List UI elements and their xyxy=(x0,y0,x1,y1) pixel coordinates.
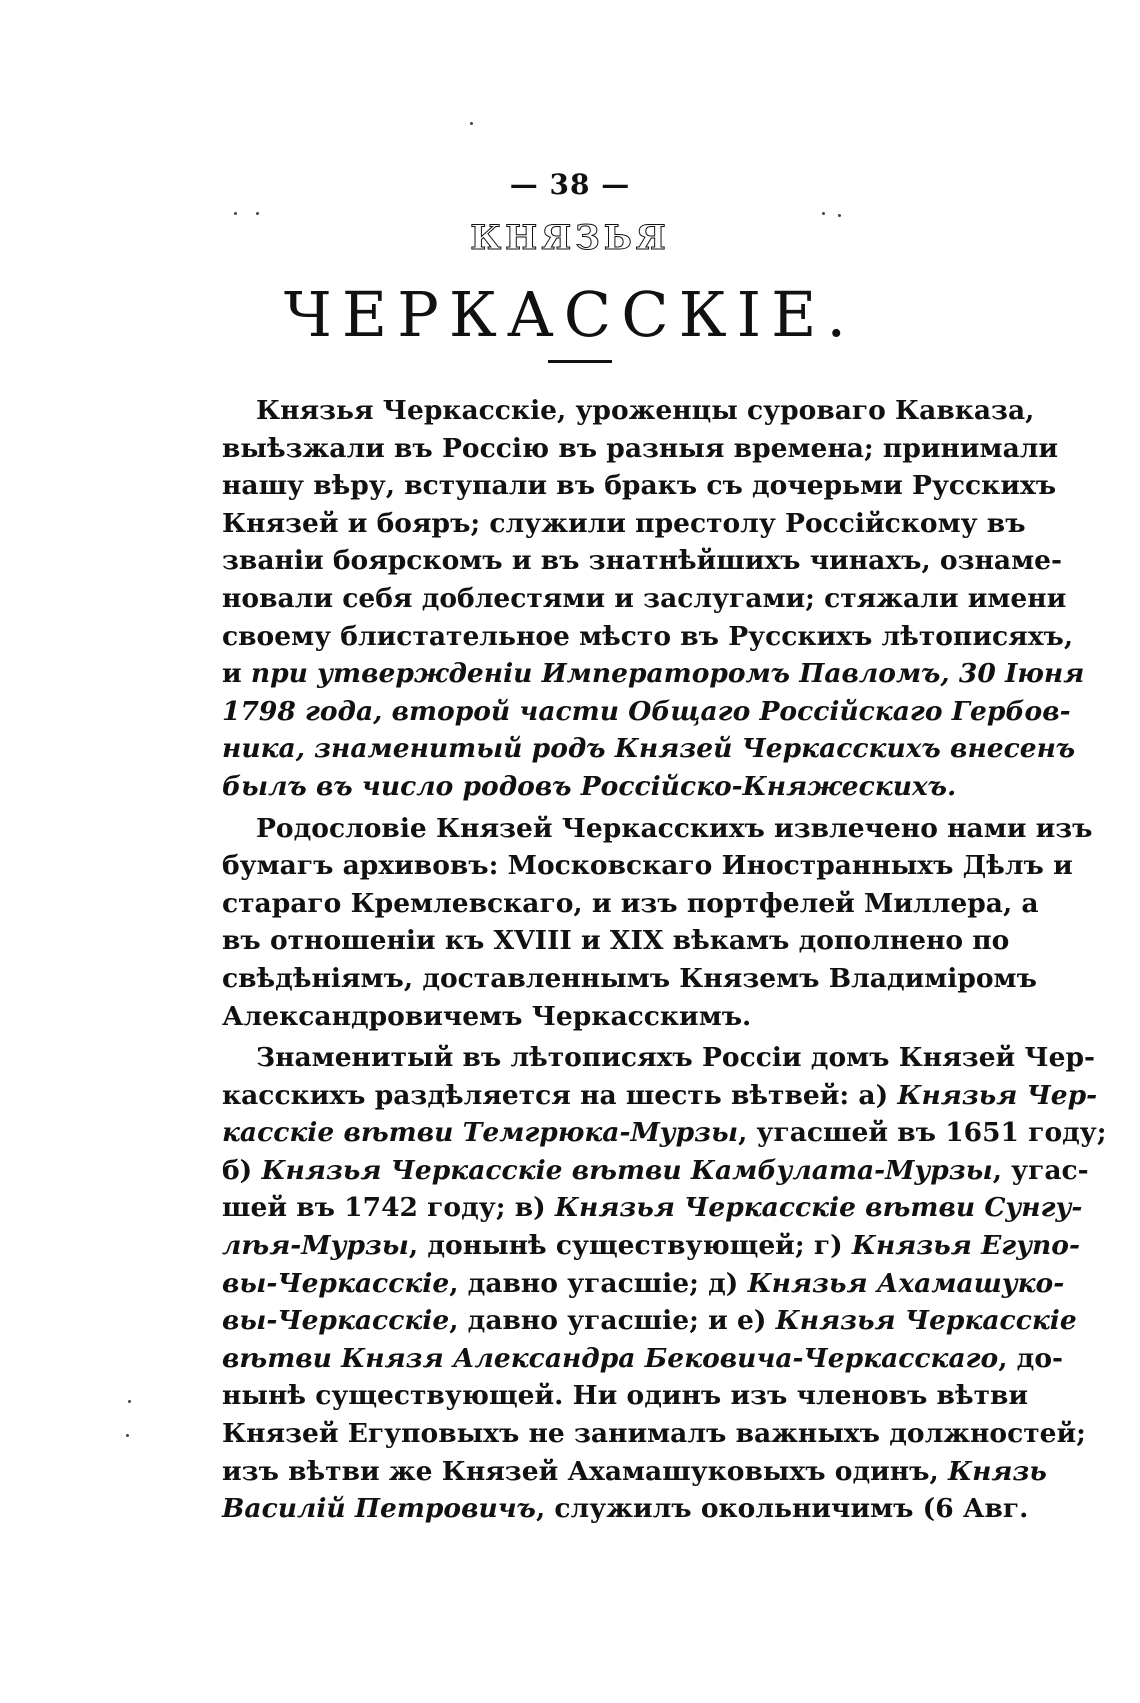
text-line xyxy=(222,580,1067,618)
text-run: выѣзжали въ Россію въ разныя времена; принимали xyxy=(222,432,1059,464)
text-line xyxy=(222,467,1057,505)
page-number: — 38 — xyxy=(509,168,631,201)
text-run: въ отношеніи къ XVIII и XIX вѣкамъ дополнено по xyxy=(222,925,1010,957)
text-run: , до- xyxy=(998,1342,1063,1374)
text-line xyxy=(222,1039,1096,1077)
text-line xyxy=(222,1152,1089,1190)
text-run: новали себя доблестями и заслугами; стяжали имени xyxy=(222,582,1067,614)
scan-speck xyxy=(470,122,473,125)
text-line xyxy=(222,1114,1107,1152)
text-run: , служилъ окольничимъ (6 Авг. xyxy=(535,1493,1029,1525)
paragraph xyxy=(222,392,1085,806)
italic-run: вѣтви Князя Александра Бековича-Черкасскаго xyxy=(222,1342,999,1374)
text-line xyxy=(222,1415,1086,1453)
text-line xyxy=(222,998,922,1036)
text-run: б) xyxy=(222,1154,262,1186)
text-run: званіи боярскомъ и въ знатнѣйшихъ чинахъ, ознаме- xyxy=(222,545,1062,577)
text-line xyxy=(222,505,1026,543)
scan-speck xyxy=(256,212,259,215)
text-run: шей въ 1742 году; в) xyxy=(222,1192,555,1224)
text-line xyxy=(222,885,1039,923)
italic-run: Князья Черкасскіе вѣтви Сунгу- xyxy=(554,1192,1083,1224)
text-run: , угас- xyxy=(992,1154,1089,1186)
text-line xyxy=(222,1189,1083,1227)
page-title: ЧЕРКАССКІЕ. xyxy=(283,278,857,351)
text-line xyxy=(222,810,1093,848)
italic-run: ника, знаменитый родъ Князей Черкасскихъ внесенъ xyxy=(222,733,1076,765)
italic-run: при утвержденіи Императоромъ Павломъ, 30 Іюня xyxy=(250,658,1085,690)
text-run: бумагъ архивовъ: Московскаго Иностранныхъ Дѣлъ и xyxy=(222,850,1073,882)
text-line xyxy=(222,618,1074,656)
text-run: касскихъ раздѣляется на шесть вѣтвей: а) xyxy=(222,1079,898,1111)
heading-small: КНЯЗЬЯ xyxy=(470,218,670,258)
text-line xyxy=(222,847,1073,885)
text-run: , донынѣ существующей; г) xyxy=(408,1230,852,1262)
body-text xyxy=(222,392,1107,1532)
italic-run: Князь xyxy=(947,1455,1047,1487)
italic-run: Василій Петровичъ xyxy=(222,1493,536,1525)
text-line xyxy=(222,1227,1080,1265)
text-line xyxy=(222,730,1076,768)
text-line xyxy=(222,655,1085,693)
text-line xyxy=(222,693,1071,731)
text-run: Князей и бояръ; служили престолу Россійскому въ xyxy=(222,507,1026,539)
text-line xyxy=(222,1340,1063,1378)
italic-run: лѣя-Мурзы xyxy=(222,1230,409,1262)
text-line xyxy=(222,1490,1029,1528)
text-run: свѣдѣніямъ, доставленнымъ Княземъ Владиміромъ xyxy=(222,962,1037,994)
text-run: и xyxy=(222,658,251,690)
text-run: Князей Егуповыхъ не занималъ важныхъ должностей; xyxy=(222,1418,1086,1450)
italic-run: Князья Ахамашуко- xyxy=(747,1267,1065,1299)
title-divider xyxy=(548,360,612,363)
italic-run: касскіе вѣтви Темгрюка-Мурзы xyxy=(222,1117,739,1149)
text-line xyxy=(222,1453,1047,1491)
text-line xyxy=(222,1077,1098,1115)
text-line xyxy=(222,768,957,806)
text-line xyxy=(222,392,1035,430)
paragraph xyxy=(222,810,1093,1036)
text-run: Князья Черкасскіе, уроженцы суроваго Кавказа, xyxy=(256,395,1035,426)
scan-speck xyxy=(822,212,825,215)
scan-speck xyxy=(234,212,237,215)
text-line xyxy=(222,922,1010,960)
italic-run: былъ въ число родовъ Россійско-Княжескихъ. xyxy=(222,770,957,802)
text-run: изъ вѣтви же Князей Ахамашуковыхъ одинъ, xyxy=(222,1455,948,1487)
text-line xyxy=(222,430,1059,468)
text-run: стараго Кремлевскаго, и изъ портфелей Миллера, а xyxy=(222,887,1039,919)
italic-run: Князья Егупо- xyxy=(851,1230,1080,1262)
text-run: Родословіе Князей Черкасскихъ извлечено нами изъ xyxy=(256,812,1093,844)
italic-run: вы-Черкасскіе xyxy=(222,1305,450,1337)
scan-speck xyxy=(128,1400,131,1403)
scan-speck xyxy=(838,214,841,217)
text-run: нашу вѣру, вступали въ бракъ съ дочерьми Русскихъ xyxy=(222,470,1057,502)
italic-run: 1798 года, второй части Общаго Россійскаго Гербов- xyxy=(222,695,1071,727)
text-run: Александровичемъ Черкасскимъ. xyxy=(222,1000,752,1032)
text-line xyxy=(222,1302,1077,1340)
text-line xyxy=(222,1265,1065,1303)
text-run: нынѣ существующей. Ни одинъ изъ членовъ вѣтви xyxy=(222,1380,1029,1412)
text-line xyxy=(222,1377,1029,1415)
text-line xyxy=(222,542,1062,580)
paragraph xyxy=(222,1039,1107,1528)
text-run: своему блистательное мѣсто въ Русскихъ лѣтописяхъ, xyxy=(222,620,1074,652)
italic-run: Князья Чер- xyxy=(897,1079,1098,1111)
scan-speck xyxy=(126,1434,129,1437)
text-line xyxy=(222,960,1037,998)
italic-run: вы-Черкасскіе xyxy=(222,1267,450,1299)
text-run: , угасшей въ 1651 году; xyxy=(738,1117,1107,1149)
text-run: , давно угасшіе; д) xyxy=(449,1267,748,1299)
italic-run: Князья Черкасскіе вѣтви Камбулата-Мурзы xyxy=(261,1154,993,1186)
text-run: , давно угасшіе; и е) xyxy=(449,1305,776,1337)
text-run: Знаменитый въ лѣтописяхъ Россіи домъ Князей Чер- xyxy=(256,1042,1096,1074)
italic-run: Князья Черкасскіе xyxy=(775,1305,1077,1337)
